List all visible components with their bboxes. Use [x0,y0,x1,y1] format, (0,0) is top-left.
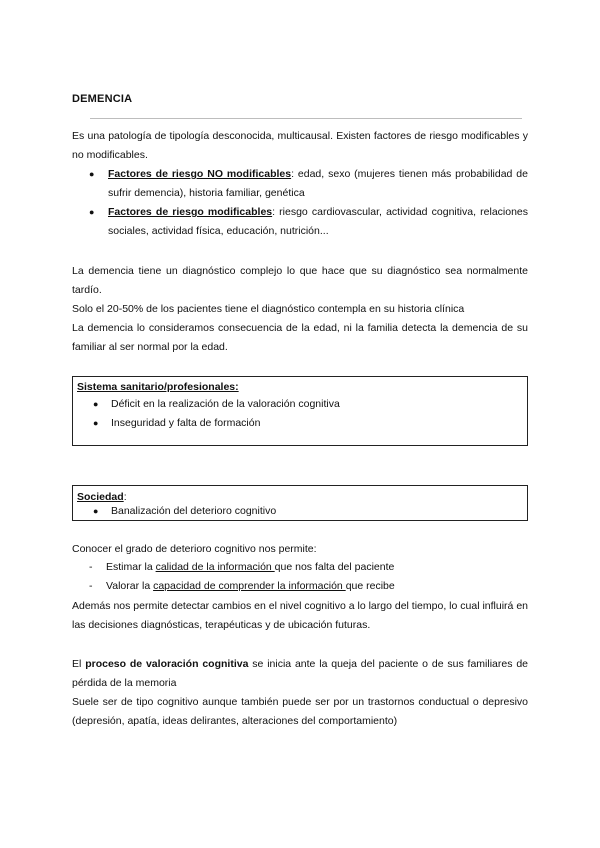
list-item [72,203,528,241]
box-heading: Sistema sanitario/profesionales: [77,381,239,393]
intro-paragraph: Es una patología de tipología desconocida, multicausal. Existen factores de riesgo modificables y no modificables. [72,130,528,161]
diagnosis-paragraph: La demencia tiene un diagnóstico complejo lo que hace que su diagnóstico sea normalmente tardío. [72,265,528,296]
bullet-icon: ● [93,399,99,409]
list-item [72,165,528,203]
page-title: DEMENCIA [72,93,133,105]
risk-factor-label: Factores de riesgo modificables [108,206,273,218]
diagnosis-age: La demencia lo consideramos consecuencia de la edad, ni la familia detecta la demencia de su familiar al ser normal por la edad. [72,322,528,353]
list-item: ● Déficit en la realización de la valoración cognitiva [73,395,527,414]
bullet-icon: ● [93,506,99,516]
proceso-type: Suele ser de tipo cognitivo aunque también puede ser por un trastornos conductual o depresivo (depresión, apatía, ideas delirantes, alteraciones del comportamiento) [72,696,528,727]
conocer-intro: Conocer el grado de deterioro cognitivo nos permite: [72,543,317,555]
list-item: ● Inseguridad y falta de formación [73,414,527,433]
title-divider [90,118,522,119]
bullet-icon: ● [93,418,99,428]
risk-factor-text: : riesgo cardiovascular, actividad cognitiva, relaciones sociales, actividad física, educación, nutrición... [108,206,529,237]
proceso-term: proceso de valoración cognitiva [85,658,249,670]
diagnosis-stat: Solo el 20-50% de los pacientes tiene el diagnóstico contempla en su historia clínica [72,303,465,315]
box-heading: Sociedad [77,491,124,503]
list-item: - Estimar la calidad de la información que nos falta del paciente [89,561,395,573]
sanitario-list [73,395,527,433]
risk-factor-label: Factores de riesgo NO modificables [108,168,292,180]
list-item: ● Banalización del deterioro cognitivo [93,505,277,517]
sanitario-box [72,376,528,446]
bullet-icon: ● [89,207,95,217]
risk-factor-list [72,165,528,241]
conocer-extra: Además nos permite detectar cambios en el nivel cognitivo a lo largo del tiempo, lo cual influirá en las decisiones diagnósticas, terapéuticas y de ubicación futuras. [72,600,528,631]
sociedad-box: Sociedad: ● Banalización del deterioro cognitivo [72,485,528,521]
conocer-list [72,558,528,596]
proceso-paragraph: El proceso de valoración cognitiva se inicia ante la queja del paciente o de sus familiares de pérdida de la memoria [72,658,528,689]
risk-factor-text: : edad, sexo (mujeres tienen más probabilidad de sufrir demencia), historia familiar, genética [108,168,528,199]
list-item: - Valorar la capacidad de comprender la información que recibe [89,580,395,592]
bullet-icon: ● [89,169,95,179]
sociedad-list [73,505,527,518]
